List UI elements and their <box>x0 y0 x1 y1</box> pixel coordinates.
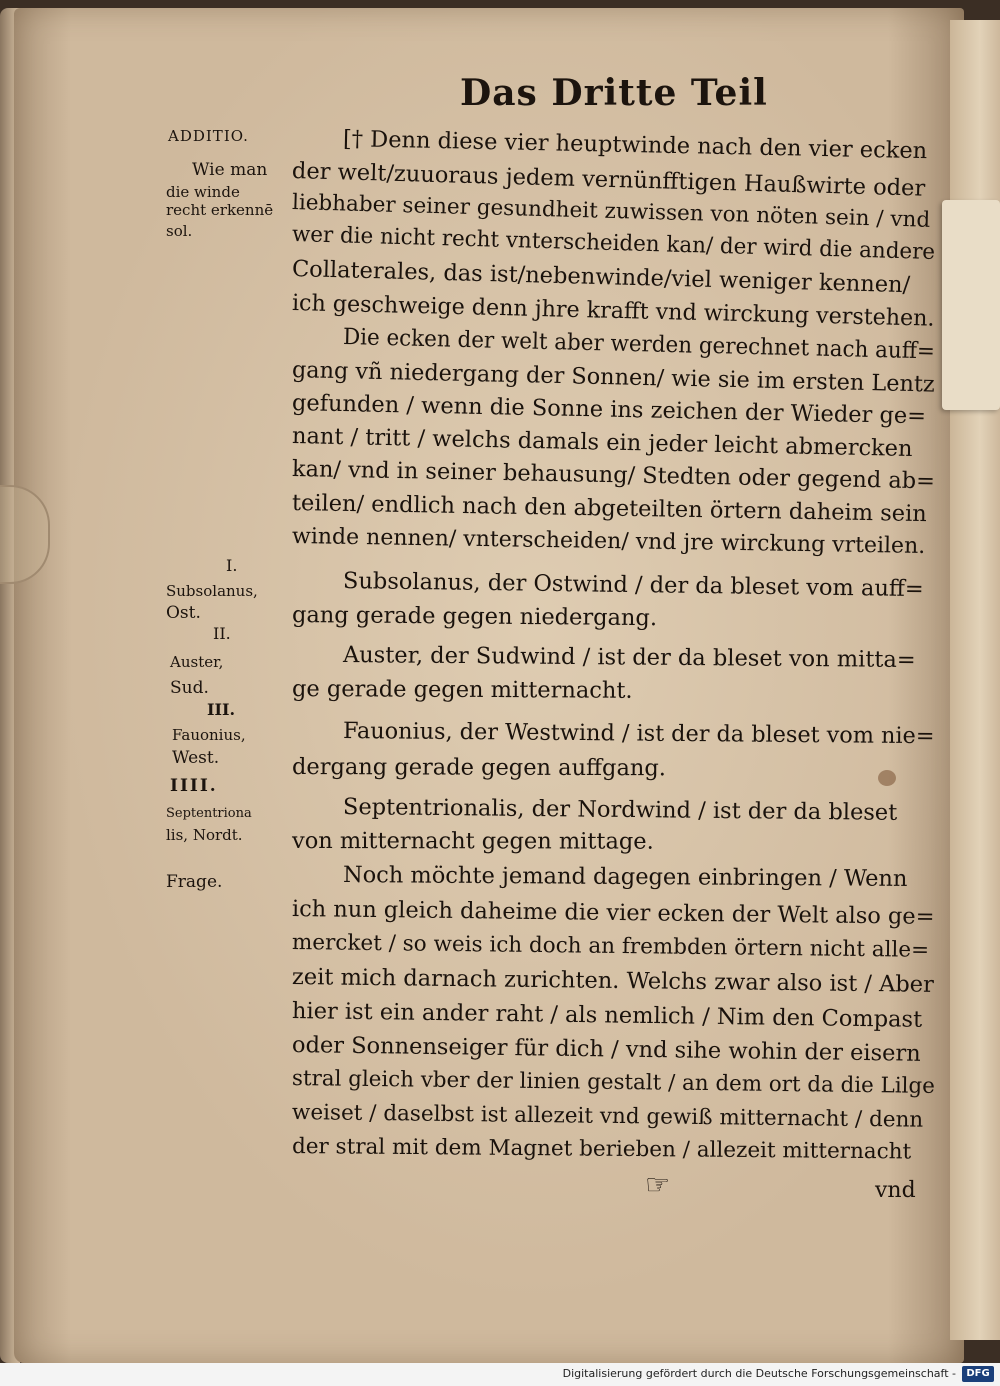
next-page-edge <box>950 20 1000 1340</box>
margin-fauonius: Fauonius, <box>172 726 246 744</box>
catchword: vnd <box>875 1178 916 1203</box>
text-line: Septentrionalis, der Nordwind / ist der da bleset <box>342 794 898 826</box>
text-line: mercket / so weis ich doch an frembden örtern nicht alle= <box>291 930 930 963</box>
margin-numeral: I. <box>226 556 238 575</box>
text-line: Fauonius, der Westwind / ist der da bleset vom nie= <box>342 718 935 750</box>
text-line: Die ecken der welt aber werden gerechnet nach auff= <box>342 324 936 365</box>
text-line: winde nennen/ vnterscheiden/ vnd jre wirckung vrteilen. <box>291 524 926 559</box>
margin-numeral: III. <box>207 700 236 719</box>
margin-subsolanus: Subsolanus, <box>166 582 258 600</box>
text-line: [† Denn diese vier heuptwinde nach den vier ecken <box>342 126 928 165</box>
text-line: teilen/ endlich nach den abgeteilten örtern daheim sein <box>291 490 927 528</box>
margin-septentrionalis: Septentriona <box>166 806 252 821</box>
margin-note-line: die winde <box>166 183 240 201</box>
text-line: liebhaber seiner gesundheit zuwissen von nöten sein / vnd <box>291 190 931 233</box>
dfg-logo-icon: DFG <box>962 1366 994 1382</box>
margin-note-line: Wie man <box>192 160 268 180</box>
margin-auster: Auster, <box>170 653 224 671</box>
margin-note-line: recht erkennē <box>166 201 274 219</box>
text-line: dergang gerade gegen auffgang. <box>291 754 666 782</box>
text-line: Noch möchte jemand dagegen einbringen / Wenn <box>342 862 908 892</box>
text-line: oder Sonnenseiger für dich / vnd sihe wohin der eisern <box>291 1032 921 1067</box>
text-line: kan/ vnd in seiner behausung/ Stedten oder gegend ab= <box>291 456 936 495</box>
text-line: zeit mich darnach zurichten. Welchs zwar also ist / Aber <box>291 964 935 998</box>
text-line: gang gerade gegen niedergang. <box>291 602 658 632</box>
text-line: gefunden / wenn die Sonne ins zeichen der Wieder ge= <box>291 390 927 430</box>
margin-sud: Sud. <box>170 678 209 698</box>
footer-credit: Digitalisierung gefördert durch die Deutsche Forschungsgemeinschaft - <box>562 1367 956 1380</box>
text-line: ich geschweige denn jhre krafft vnd wirckung verstehen. <box>291 290 935 332</box>
text-line: wer die nicht recht vnterscheiden kan/ der wird die andere <box>291 222 936 265</box>
margin-additio: ADDITIO. <box>168 127 249 145</box>
margin-numeral: IIII. <box>170 776 218 796</box>
text-line: gang vñ niedergang der Sonnen/ wie sie im ersten Lentz <box>291 357 935 398</box>
text-line: nant / tritt / welchs damals ein jeder leicht abmercken <box>291 423 913 462</box>
ink-stain <box>878 770 896 786</box>
text-line: weiset / daselbst ist allezeit vnd gewiß mitternacht / denn <box>291 1100 924 1133</box>
margin-numeral: II. <box>213 624 231 643</box>
running-header: Das Dritte Teil <box>460 72 768 114</box>
text-line: der welt/zuuoraus jedem vernünfftigen Haußwirte oder <box>291 158 926 202</box>
text-line: von mitternacht gegen mittage. <box>291 828 654 855</box>
margin-nordt: lis, Nordt. <box>166 826 243 844</box>
text-line: hier ist ein ander raht / als nemlich / Nim den Compast <box>291 998 923 1033</box>
margin-west: West. <box>172 748 220 768</box>
text-line: stral gleich vber der linien gestalt / an dem ort da die Lilge <box>291 1066 935 1099</box>
pointing-hand-icon: ☞ <box>645 1168 671 1201</box>
text-line: Subsolanus, der Ostwind / der da bleset vom auff= <box>342 568 924 603</box>
text-line: Auster, der Sudwind / ist der da bleset von mitta= <box>342 642 916 673</box>
text-line: ich nun gleich daheime die vier ecken der Welt also ge= <box>291 896 935 930</box>
paper-tab <box>942 200 1000 410</box>
margin-frage: Frage. <box>166 872 223 892</box>
text-line: Collaterales, das ist/nebenwinde/viel weniger kennen/ <box>291 256 911 299</box>
text-line: ge gerade gegen mitternacht. <box>291 676 633 704</box>
text-line: der stral mit dem Magnet berieben / allezeit mitternacht <box>291 1134 912 1165</box>
margin-note-line: sol. <box>166 222 193 240</box>
margin-ost: Ost. <box>166 603 201 623</box>
